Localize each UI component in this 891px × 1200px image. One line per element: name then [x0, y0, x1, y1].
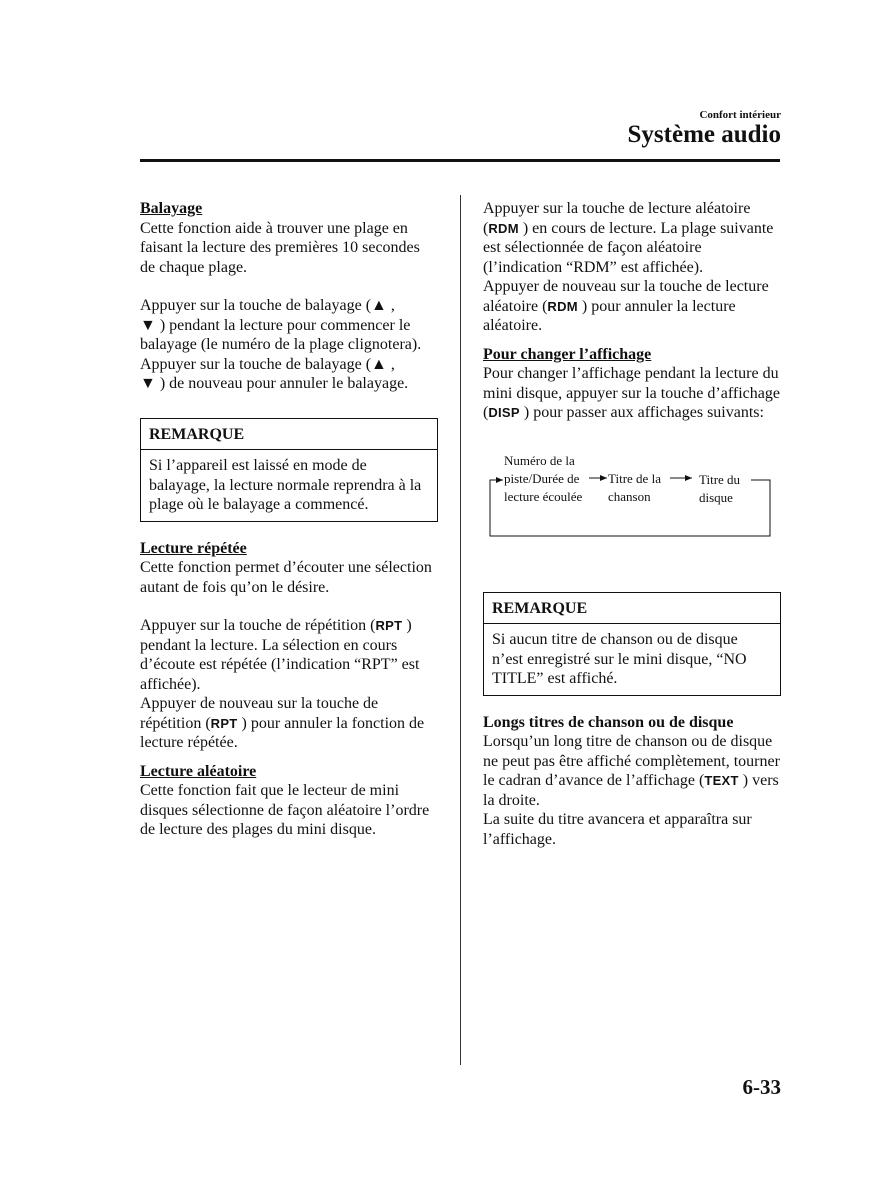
random-start-pre: Appuyer sur la touche de lecture aléatoire (	[483, 200, 751, 237]
disp-key-icon: DISP	[488, 405, 520, 420]
note-box-display	[483, 592, 781, 696]
diagram-item1-line1: Numéro de la	[504, 452, 575, 468]
header-rule	[140, 159, 780, 162]
right-column	[483, 199, 781, 849]
rpt-key-icon: RPT	[210, 715, 238, 731]
note-box-balayage	[140, 418, 438, 522]
display-cycle-diagram	[483, 452, 781, 548]
long-titles-instruction	[483, 732, 781, 810]
diagram-item-track-time	[504, 452, 582, 506]
balayage-cancel-line1: Appuyer sur la touche de balayage (▲ ,	[140, 355, 395, 373]
diagram-item2-line1: Titre de la	[608, 470, 661, 486]
diagram-item1-line3: lecture écoulée	[504, 488, 583, 504]
note-heading: REMARQUE	[484, 593, 780, 625]
long-titles-pre: Lorsqu’un long titre de chanson ou de disque ne peut pas être affiché complètement, tourner le cadran d’avance de l’affichage (	[483, 733, 780, 789]
note-heading: REMARQUE	[141, 419, 437, 451]
diagram-item2-line2: chanson	[608, 488, 651, 504]
balayage-start-line2: ▼ ) pendant la lecture pour commencer le balayage (le numéro de la plage clignotera).	[140, 316, 422, 353]
random-instruction-cancel	[483, 277, 781, 336]
random-cancel-pre: Appuyer de nouveau sur la touche de lecture aléatoire (	[483, 278, 769, 315]
long-titles-post: ) vers la droite.	[483, 772, 779, 809]
balayage-intro: Cette fonction aide à trouver une plage en faisant la lecture des premières 10 secondes de chaque plage.	[140, 219, 420, 276]
display-heading: Pour changer l’affichage	[483, 345, 652, 363]
repeat-cancel-pre: Appuyer de nouveau sur la touche de répétition (	[140, 695, 379, 732]
random-intro: Cette fonction fait que le lecteur de mini disques sélectionne de façon aléatoire l’ordre de lecture des plages du mini disque.	[140, 782, 430, 838]
rpt-key-icon: RPT	[375, 618, 403, 633]
page-number: 6-33	[742, 1075, 781, 1099]
repeat-instruction-start	[140, 616, 438, 694]
note-body: Si l’appareil est laissé en mode de balayage, la lecture normale reprendra à la plage où le balayage a commencé.	[149, 457, 422, 513]
repeat-instruction-cancel	[140, 694, 438, 753]
text-key-icon: TEXT	[704, 773, 739, 788]
random-start-post: ) en cours de lecture. La plage suivante est sélectionnée de façon aléatoire (l’indication “RDM” est affichée).	[483, 219, 774, 276]
balayage-instruction-cancel	[140, 355, 438, 394]
left-column	[140, 199, 438, 840]
balayage-instruction-start	[140, 296, 438, 355]
diagram-item-disc-title	[699, 471, 740, 507]
rdm-key-icon: RDM	[488, 220, 519, 236]
column-divider	[460, 195, 461, 1065]
long-titles-continuation: La suite du titre avancera et apparaîtra sur l’affichage.	[483, 811, 752, 848]
balayage-cancel-line2: ▼ ) de nouveau pour annuler le balayage.	[140, 375, 409, 392]
diagram-item3-line1: Titre du	[699, 471, 741, 487]
display-pre: Pour changer l’affichage pendant la lecture du mini disque, appuyer sur la touche d’affichage (	[483, 365, 780, 421]
balayage-start-line1: Appuyer sur la touche de balayage (▲ ,	[140, 297, 395, 314]
diagram-item3-line2: disque	[699, 489, 733, 505]
display-post: ) pour passer aux affichages suivants:	[519, 404, 764, 421]
section-label: Confort intérieur	[699, 109, 781, 121]
repeat-start-post: ) pendant la lecture. La sélection en cours d’écoute est répétée (l’indication “RPT” est affichée).	[140, 617, 420, 693]
long-titles-heading: Longs titres de chanson ou de disque	[483, 713, 734, 731]
rdm-key-icon: RDM	[547, 298, 578, 314]
repeat-heading: Lecture répétée	[140, 539, 247, 557]
diagram-item1-line2: piste/Durée de	[504, 470, 580, 486]
diagram-item-song-title	[608, 470, 661, 506]
repeat-intro: Cette fonction permet d’écouter une sélection autant de fois qu’on le désire.	[140, 559, 432, 596]
random-heading: Lecture aléatoire	[140, 762, 257, 780]
random-cancel-post: ) pour annuler la lecture aléatoire.	[483, 297, 736, 334]
page-title: Système audio	[627, 121, 781, 148]
balayage-heading: Balayage	[140, 200, 203, 217]
random-instruction-start	[483, 199, 781, 277]
note-body: Si aucun titre de chanson ou de disque n’est enregistré sur le mini disque, “NO TITLE” est affiché.	[492, 631, 747, 687]
repeat-cancel-post: ) pour annuler la fonction de lecture répétée.	[140, 714, 425, 751]
display-instruction	[483, 364, 781, 423]
repeat-start-pre: Appuyer sur la touche de répétition (	[140, 617, 376, 634]
